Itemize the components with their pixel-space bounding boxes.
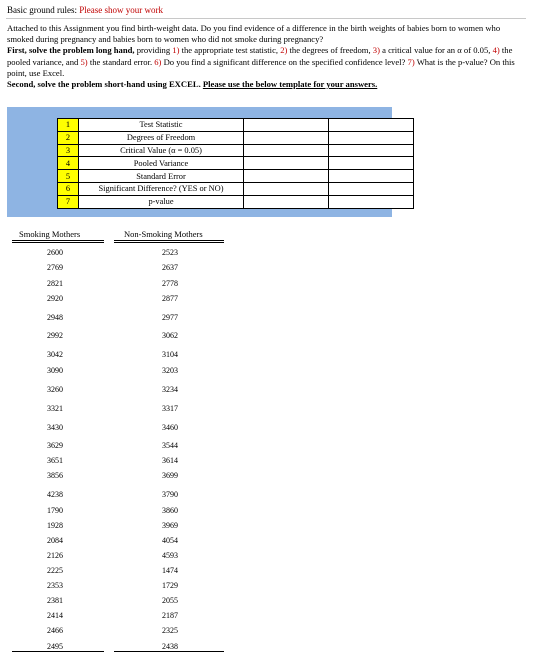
non-smoking-weight-cell: 2523 — [162, 248, 178, 257]
smoking-weight-cell: 2414 — [47, 611, 63, 620]
template-row-number: 3 — [58, 144, 79, 157]
non-smoking-weight-cell: 1729 — [162, 581, 178, 590]
smoking-weight-cell: 2600 — [47, 248, 63, 257]
non-smoking-weight-cell: 3969 — [162, 521, 178, 530]
smoking-weight-cell: 2769 — [47, 263, 63, 272]
smoking-weight-cell: 3430 — [47, 423, 63, 432]
smoking-weight-cell: 2920 — [47, 294, 63, 303]
non-smoking-weight-cell: 2977 — [162, 313, 178, 322]
smoking-weight-cell: 4238 — [47, 490, 63, 499]
smoking-weight-cell: 2084 — [47, 536, 63, 545]
answer-cell[interactable] — [329, 157, 414, 170]
smoking-weight-cell: 3651 — [47, 456, 63, 465]
non-smoking-weight-cell: 2877 — [162, 294, 178, 303]
smoking-weight-cell: 3090 — [47, 366, 63, 375]
text-span: the standard error. — [87, 56, 155, 67]
template-row-number: 6 — [58, 182, 79, 195]
smoking-weight-cell: 3321 — [47, 404, 63, 413]
smoking-weight-cell: 2992 — [47, 331, 63, 340]
header-rule — [12, 240, 104, 243]
non-smoking-weight-cell: 4054 — [162, 536, 178, 545]
smoking-weight-cell: 1928 — [47, 521, 63, 530]
answer-cell[interactable] — [329, 170, 414, 183]
template-row-label: Test Statistic — [79, 119, 244, 132]
smoking-weight-cell: 3260 — [47, 385, 63, 394]
instructions-paragraph — [7, 23, 529, 90]
smoking-weight-cell: 2225 — [47, 566, 63, 575]
item-number: 7) — [407, 56, 415, 67]
text-span: a critical value for an α of 0.05, — [379, 45, 493, 56]
answer-cell[interactable] — [329, 119, 414, 132]
smoking-weight-cell: 2466 — [47, 626, 63, 635]
template-row — [58, 170, 414, 183]
non-smoking-weight-cell: 1474 — [162, 566, 178, 575]
non-smoking-weight-cell: 3234 — [162, 385, 178, 394]
text-span: providing — [134, 45, 173, 56]
template-row — [58, 119, 414, 132]
non-smoking-weight-cell: 2778 — [162, 279, 178, 288]
smoking-weight-cell: 3629 — [47, 441, 63, 450]
answer-cell[interactable] — [244, 195, 329, 208]
non-smoking-weight-cell: 3317 — [162, 404, 178, 413]
ground-rules-emphasis: Please show your work — [79, 5, 163, 15]
item-number: 5) — [80, 56, 88, 67]
non-smoking-weight-cell: 3544 — [162, 441, 178, 450]
answer-template-table — [57, 118, 414, 209]
non-smoking-weight-cell: 3860 — [162, 506, 178, 515]
text-span: Do you find a significant difference on the specified confidence level? — [161, 56, 408, 67]
template-row — [58, 131, 414, 144]
bottom-rule — [114, 650, 224, 652]
smoking-weight-cell: 2821 — [47, 279, 63, 288]
ground-rules-label: Basic ground rules: — [7, 5, 80, 15]
non-smoking-weight-cell: 2187 — [162, 611, 178, 620]
text-span: the appropriate test statistic, — [179, 45, 281, 56]
smoking-weight-cell: 2948 — [47, 313, 63, 322]
item-number: 6) — [154, 56, 162, 67]
non-smoking-weight-cell: 3104 — [162, 350, 178, 359]
header-rule — [114, 240, 224, 243]
item-number: 3) — [372, 45, 380, 56]
template-row-label: Significant Difference? (YES or NO) — [79, 182, 244, 195]
answer-cell[interactable] — [244, 144, 329, 157]
answer-cell[interactable] — [244, 131, 329, 144]
template-row-number: 5 — [58, 170, 79, 183]
answer-cell[interactable] — [329, 195, 414, 208]
ground-rules — [7, 5, 163, 16]
smoking-weight-cell: 3042 — [47, 350, 63, 359]
non-smoking-weight-cell: 2055 — [162, 596, 178, 605]
item-number: 2) — [280, 45, 288, 56]
template-row-label: Critical Value (α = 0.05) — [79, 144, 244, 157]
template-row — [58, 144, 414, 157]
non-smoking-weight-cell: 2438 — [162, 642, 178, 651]
non-smoking-weight-cell: 3460 — [162, 423, 178, 432]
non-smoking-mothers-header: Non-Smoking Mothers — [124, 229, 203, 239]
template-row — [58, 195, 414, 208]
template-row-number: 7 — [58, 195, 79, 208]
non-smoking-weight-cell: 3062 — [162, 331, 178, 340]
smoking-mothers-header: Smoking Mothers — [19, 229, 81, 239]
template-row-number: 4 — [58, 157, 79, 170]
item-number: 4) — [492, 45, 500, 56]
smoking-weight-cell: 3856 — [47, 471, 63, 480]
template-row — [58, 157, 414, 170]
template-row-label: p-value — [79, 195, 244, 208]
second-instruction: Second, solve the problem short-hand using EXCEL. — [7, 79, 201, 90]
template-row-number: 2 — [58, 131, 79, 144]
answer-cell[interactable] — [244, 182, 329, 195]
non-smoking-weight-cell: 4593 — [162, 551, 178, 560]
template-row-label: Degrees of Freedom — [79, 131, 244, 144]
answer-cell[interactable] — [244, 170, 329, 183]
answer-cell[interactable] — [329, 144, 414, 157]
template-row-label: Pooled Variance — [79, 157, 244, 170]
bottom-rule — [12, 650, 104, 652]
item-number: 1) — [172, 45, 180, 56]
non-smoking-weight-cell: 2637 — [162, 263, 178, 272]
intro-text: Attached to this Assignment you find birth-weight data. Do you find evidence of a difference in the birth weights of babies born to women who smoked during pregnancy and babies born to women who did not smoke during pregnancy? — [7, 23, 501, 45]
smoking-weight-cell: 2353 — [47, 581, 63, 590]
non-smoking-weight-cell: 3699 — [162, 471, 178, 480]
non-smoking-weight-cell: 3203 — [162, 366, 178, 375]
answer-cell[interactable] — [244, 157, 329, 170]
answer-cell[interactable] — [329, 131, 414, 144]
smoking-weight-cell: 2495 — [47, 642, 63, 651]
non-smoking-weight-cell: 3614 — [162, 456, 178, 465]
divider — [6, 18, 526, 19]
answer-cell[interactable] — [329, 182, 414, 195]
text-span: the pooled variance, and — [7, 45, 513, 67]
first-instruction: First, solve the problem long hand, — [7, 45, 135, 56]
smoking-weight-cell: 2126 — [47, 551, 63, 560]
template-row — [58, 182, 414, 195]
template-link[interactable]: Please use the below template for your answers. — [202, 79, 378, 90]
answer-cell[interactable] — [244, 119, 329, 132]
smoking-weight-cell: 1790 — [47, 506, 63, 515]
template-row-number: 1 — [58, 119, 79, 132]
text-span: the degrees of freedom, — [287, 45, 373, 56]
non-smoking-weight-cell: 3790 — [162, 490, 178, 499]
non-smoking-weight-cell: 2325 — [162, 626, 178, 635]
template-row-label: Standard Error — [79, 170, 244, 183]
text-span: What is the p-value? On this point, use Excel. — [7, 56, 515, 78]
smoking-weight-cell: 2381 — [47, 596, 63, 605]
